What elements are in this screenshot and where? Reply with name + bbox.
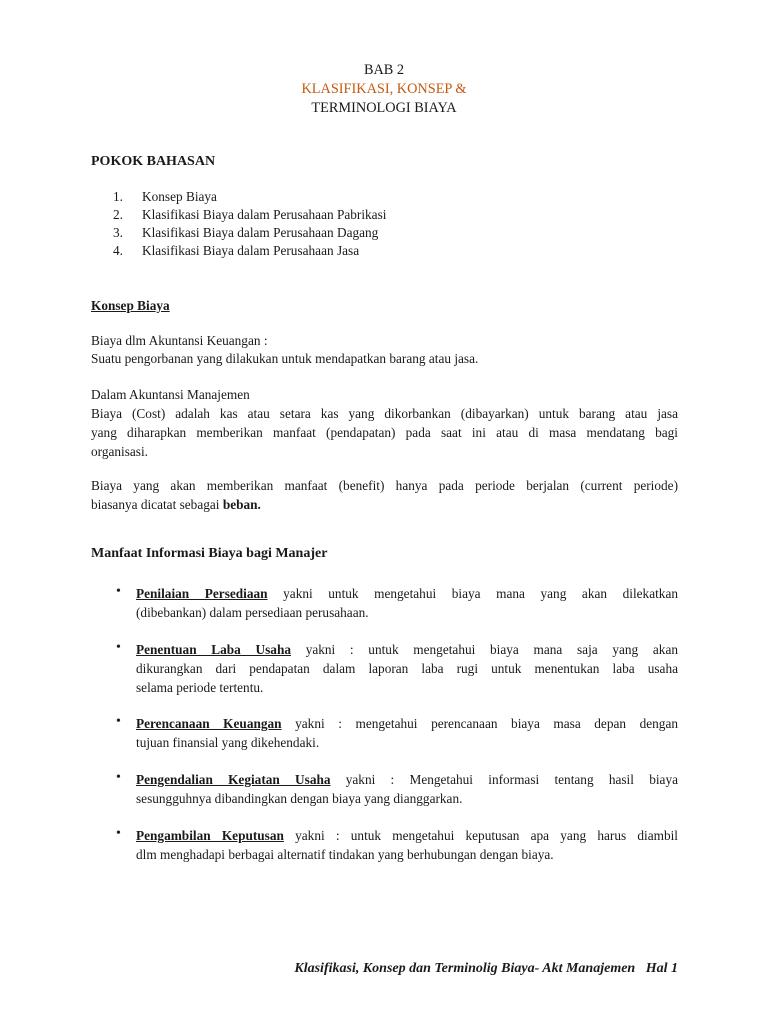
manfaat-text: dlm menghadapi berbagai alternatif tindakan yang berhubungan dengan biaya. [136, 847, 554, 862]
pokok-heading: POKOK BAHASAN [91, 154, 216, 169]
manfaat-text: selama periode tertentu. [136, 680, 264, 695]
manfaat-item [136, 770, 678, 808]
list-item: Klasifikasi Biaya dalam Perusahaan Jasa [142, 243, 360, 258]
manfaat-text: yakni untuk mengetahui biaya mana yang akan dilekatkan [267, 586, 678, 601]
konsep-p2 [91, 385, 678, 461]
list-number: 4. [113, 243, 123, 258]
chapter-title-line1: KLASIFIKASI, KONSEP & [301, 81, 467, 97]
list-item: Konsep Biaya [142, 189, 217, 204]
chapter-title-line2: TERMINOLOGI BIAYA [311, 100, 457, 116]
list-number: 1. [113, 189, 123, 204]
manfaat-text: dikurangkan dari pendapatan dalam laporan laba rugi untuk menentukan laba usaha [136, 661, 678, 676]
konsep-heading: Konsep Biaya [91, 298, 170, 313]
konsep-p2-line4: organisasi. [91, 444, 148, 459]
manfaat-text: yakni : untuk mengetahui keputusan apa yang harus diambil [283, 828, 678, 843]
list-item: Klasifikasi Biaya dalam Perusahaan Pabrikasi [142, 207, 387, 222]
konsep-p2-line2: Biaya (Cost) adalah kas atau setara kas yang dikorbankan (dibayarkan) untuk barang atau jasa [91, 406, 678, 421]
manfaat-text: tujuan finansial yang dikehendaki. [136, 735, 320, 750]
list-number: 2. [113, 207, 123, 222]
footer-text: Klasifikasi, Konsep dan Terminolig Biaya- Akt Manajemen [294, 961, 636, 976]
manfaat-item [136, 584, 678, 622]
page-number: Hal 1 [645, 961, 678, 976]
manfaat-item [136, 826, 678, 864]
konsep-p3 [91, 476, 678, 514]
manfaat-text: (dibebankan) dalam persediaan perusahaan. [136, 605, 369, 620]
konsep-p3-line1: Biaya yang akan memberikan manfaat (benefit) hanya pada periode berjalan (current periode) [91, 478, 678, 493]
manfaat-term: Pengendalian Kegiatan Usaha [136, 772, 331, 787]
page-footer [294, 961, 678, 977]
konsep-p2-line1: Dalam Akuntansi Manajemen [91, 387, 250, 402]
manfaat-heading: Manfaat Informasi Biaya bagi Manajer [91, 546, 328, 561]
manfaat-text: yakni : untuk mengetahui biaya mana saja yang akan [291, 642, 678, 657]
list-number: 3. [113, 225, 123, 240]
beban-term: beban. [222, 497, 261, 512]
bullet-icon: • [116, 584, 121, 599]
manfaat-text: yakni : Mengetahui informasi tentang hasil biaya [330, 772, 678, 787]
manfaat-term: Penentuan Laba Usaha [136, 642, 291, 657]
manfaat-text: sesungguhnya dibandingkan dengan biaya yang dianggarkan. [136, 791, 463, 806]
manfaat-text: yakni : mengetahui perencanaan biaya masa depan dengan [281, 716, 678, 731]
konsep-p2-line3: yang diharapkan memberikan manfaat (pendapatan) pada saat ini atau di masa mendatang bagi [91, 425, 678, 440]
bullet-icon: • [116, 714, 121, 729]
konsep-p1-line2: Suatu pengorbanan yang dilakukan untuk mendapatkan barang atau jasa. [91, 351, 479, 366]
manfaat-term: Penilaian Persediaan [136, 586, 268, 601]
konsep-p3-text: biasanya dicatat sebagai [91, 497, 223, 512]
manfaat-term: Pengambilan Keputusan [136, 828, 284, 843]
list-item: Klasifikasi Biaya dalam Perusahaan Dagang [142, 225, 379, 240]
chapter-label: BAB 2 [363, 62, 405, 78]
konsep-p3-line2 [91, 495, 678, 514]
bullet-icon: • [116, 826, 121, 841]
manfaat-item [136, 714, 678, 752]
manfaat-item [136, 640, 678, 697]
manfaat-term: Perencanaan Keuangan [136, 716, 282, 731]
bullet-icon: • [116, 770, 121, 785]
konsep-p1-line1: Biaya dlm Akuntansi Keuangan : [91, 333, 268, 348]
bullet-icon: • [116, 640, 121, 655]
